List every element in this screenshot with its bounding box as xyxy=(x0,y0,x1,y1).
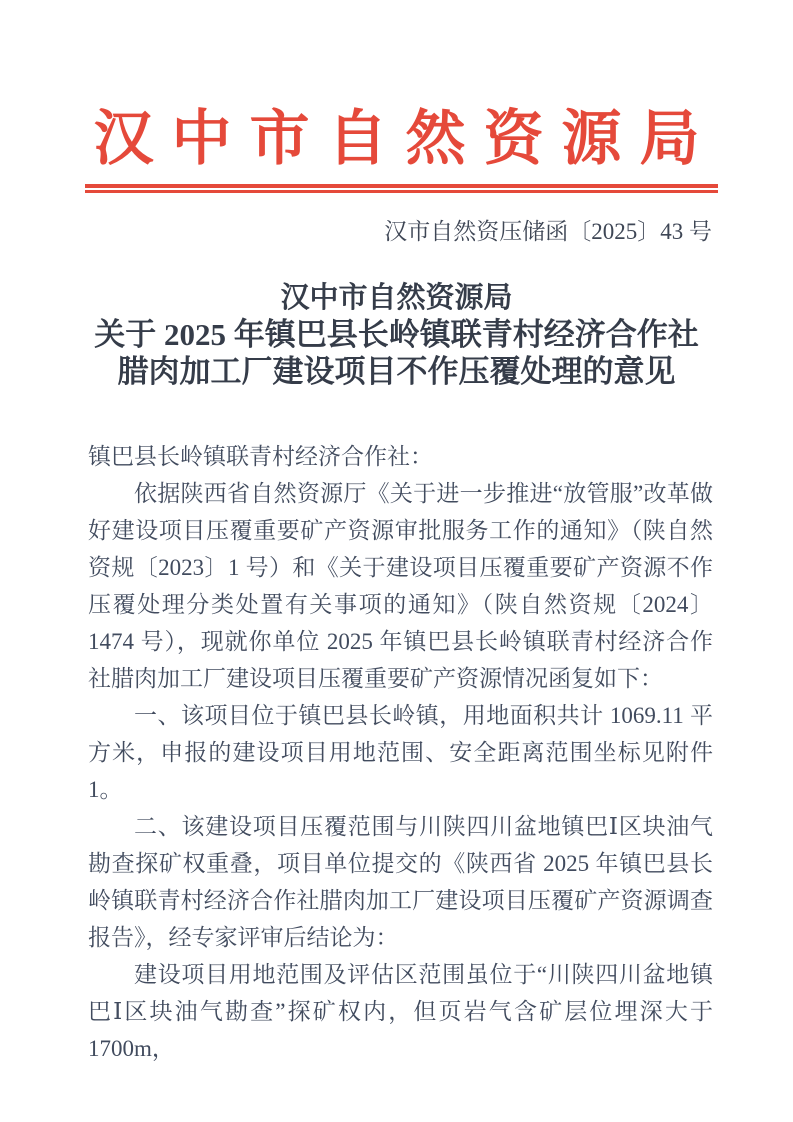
salutation-line: 镇巴县长岭镇联青村经济合作社： xyxy=(88,444,433,469)
title-line-1: 汉中市自然资源局 xyxy=(280,282,513,314)
body-paragraph-4: 建设项目用地范围及评估区范围虽位于“川陕四川盆地镇巴Ⅰ区块油气勘查”探矿权内，但页岩气含矿层位埋深大于 1700m， xyxy=(88,962,713,1061)
letterhead-agency-name: 汉中市自然资源局 xyxy=(93,106,718,172)
document-title xyxy=(0,280,793,390)
document-body xyxy=(88,438,713,1067)
document-number: 汉市自然资压储函〔2025〕43 号 xyxy=(384,219,712,244)
body-paragraph-2: 一、该项目位于镇巴县长岭镇，用地面积共计 1069.11 平方米，申报的建设项目用地范围、安全距离范围坐标见附件 1。 xyxy=(88,703,713,802)
body-paragraph-3: 二、该建设项目压覆范围与川陕四川盆地镇巴Ⅰ区块油气勘查探矿权重叠，项目单位提交的《陕西省 2025 年镇巴县长岭镇联青村经济合作社腊肉加工厂建设项目压覆矿产资源调查报告》，经专家评审后结论为： xyxy=(88,814,713,950)
letterhead-divider-rule xyxy=(85,184,718,193)
title-line-2: 关于 2025 年镇巴县长岭镇联青村经济合作社 xyxy=(94,317,699,352)
body-paragraph-1: 依据陕西省自然资源厅《关于进一步推进“放管服”改革做好建设项目压覆重要矿产资源审批服务工作的通知》（陕自然资规〔2023〕1 号）和《关于建设项目压覆重要矿产资源不作压覆处理分类处置有关事项的通知》（陕自然资规〔2024〕1474 号），现就你单位 2025 年镇巴县长岭镇联青村经济合作社腊肉加工厂建设项目压覆重要矿产资源情况函复如下： xyxy=(88,481,713,691)
title-line-3: 腊肉加工厂建设项目不作压覆处理的意见 xyxy=(117,354,676,389)
